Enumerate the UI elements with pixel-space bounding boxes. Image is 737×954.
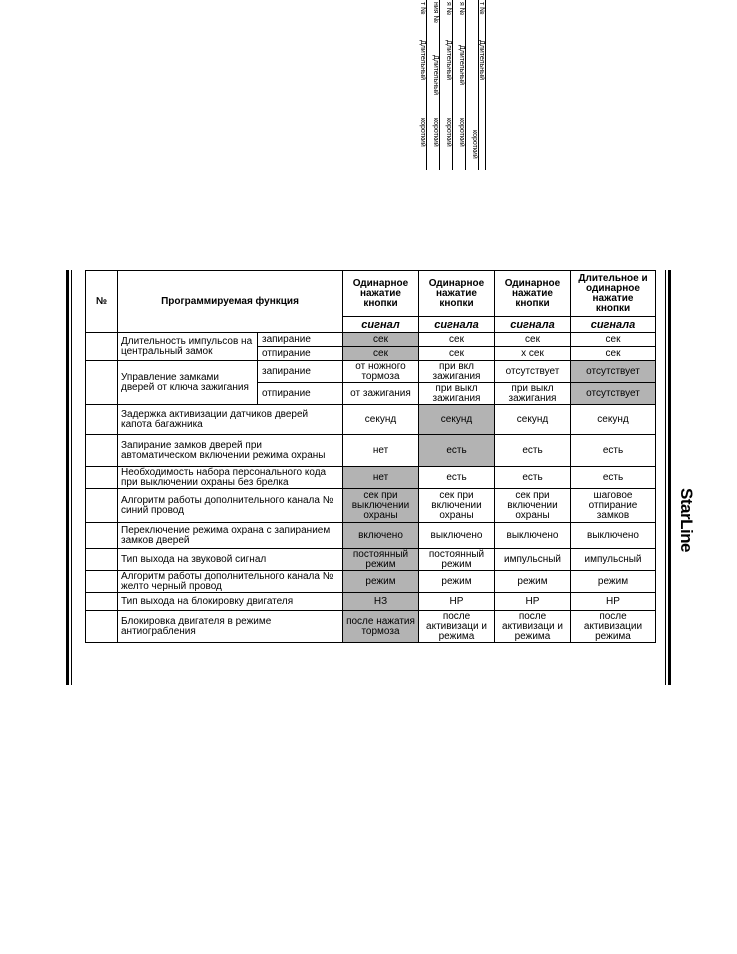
table-row	[86, 489, 656, 523]
mini-bottom-label: короткий	[471, 130, 478, 159]
value-cell: сек	[419, 347, 495, 361]
row-number	[86, 467, 118, 489]
value-cell: НР	[419, 593, 495, 611]
function-name: Управление замками дверей от ключа зажигания	[118, 361, 258, 405]
value-cell: режим	[571, 571, 656, 593]
table-row	[86, 523, 656, 549]
value-cell: секунд	[419, 405, 495, 435]
right-frame-line-thin	[665, 270, 666, 685]
function-name: Переключение режима охрана с запиранием замков дверей	[118, 523, 343, 549]
value-cell: сек	[419, 333, 495, 347]
value-cell: импульсный	[495, 549, 571, 571]
starline-logo: StarLine	[677, 488, 696, 553]
value-cell: секунд	[343, 405, 419, 435]
table-row	[86, 611, 656, 643]
table-row	[86, 361, 656, 383]
mini-col-top: ния №	[432, 2, 439, 24]
sub-function-label: запирание	[258, 333, 343, 347]
value-cell: после активизаци и режима	[419, 611, 495, 643]
value-cell: от ножного тормоза	[343, 361, 419, 383]
row-number	[86, 571, 118, 593]
row-number	[86, 333, 118, 361]
value-cell: при вкл зажигания	[419, 361, 495, 383]
value-cell: есть	[495, 435, 571, 467]
value-cell: есть	[571, 435, 656, 467]
value-cell: сек	[343, 347, 419, 361]
row-number	[86, 549, 118, 571]
table-row	[86, 549, 656, 571]
value-cell: нет	[343, 435, 419, 467]
function-name: Тип выхода на звуковой сигнал	[118, 549, 343, 571]
programming-table	[85, 270, 656, 643]
value-cell: включено	[343, 523, 419, 549]
value-cell: сек	[343, 333, 419, 347]
value-cell: выключено	[495, 523, 571, 549]
value-cell: есть	[419, 435, 495, 467]
table-row	[86, 435, 656, 467]
row-number	[86, 489, 118, 523]
mini-col-top: я №	[445, 2, 452, 16]
value-cell: есть	[571, 467, 656, 489]
table-row	[86, 593, 656, 611]
signal-cell: сигнала	[495, 317, 571, 333]
value-cell: сек при включении охраны	[419, 489, 495, 523]
right-frame-line	[668, 270, 671, 685]
function-name: Задержка активизации датчиков дверей капота багажника	[118, 405, 343, 435]
header-col: Одинарное нажатие кнопки	[495, 271, 571, 317]
function-name: Длительность импульсов на центральный замок	[118, 333, 258, 361]
value-cell: сек при выключении охраны	[343, 489, 419, 523]
value-cell: режим	[419, 571, 495, 593]
value-cell: отсутствует	[571, 361, 656, 383]
function-name: Алгоритм работы дополнительного канала № синий провод	[118, 489, 343, 523]
value-cell: режим	[495, 571, 571, 593]
left-frame-line-thin	[71, 270, 72, 685]
value-cell: при выкл зажигания	[419, 383, 495, 405]
mini-col-bottom: Длительный	[432, 55, 439, 96]
header-col: Длительное и одинарное нажатие кнопки	[571, 271, 656, 317]
value-cell: режим	[343, 571, 419, 593]
value-cell: нет	[343, 467, 419, 489]
mini-bottom-label: короткий	[445, 118, 452, 147]
value-cell: сек при включении охраны	[495, 489, 571, 523]
value-cell: секунд	[571, 405, 656, 435]
mini-bottom-label: короткий	[419, 118, 426, 147]
value-cell: после нажатия тормоза	[343, 611, 419, 643]
mini-col-bottom: Длительный	[419, 40, 426, 81]
mini-col-top: т №	[478, 2, 485, 15]
value-cell: сек	[571, 333, 656, 347]
row-number	[86, 523, 118, 549]
function-name: Необходимость набора персонального кода при выключении охраны без брелка	[118, 467, 343, 489]
mini-col-top: т №	[419, 2, 426, 15]
function-name: Тип выхода на блокировку двигателя	[118, 593, 343, 611]
value-cell: постоянный режим	[343, 549, 419, 571]
table-row	[86, 571, 656, 593]
mini-col-bottom: Длительный	[445, 40, 452, 81]
signal-cell: сигнала	[571, 317, 656, 333]
value-cell: выключено	[571, 523, 656, 549]
value-cell: сек	[495, 333, 571, 347]
row-number	[86, 361, 118, 405]
signal-cell: сигнал	[343, 317, 419, 333]
function-name: Алгоритм работы дополнительного канала № желто черный провод	[118, 571, 343, 593]
header-function: Программируемая функция	[118, 271, 343, 333]
row-number	[86, 405, 118, 435]
value-cell: отсутствует	[571, 383, 656, 405]
value-cell: шаговое отпирание замков	[571, 489, 656, 523]
table-header-row	[86, 271, 656, 317]
function-name: Блокировка двигателя в режиме антиограбления	[118, 611, 343, 643]
value-cell: после активизаци и режима	[495, 611, 571, 643]
value-cell: х сек	[495, 347, 571, 361]
value-cell: есть	[419, 467, 495, 489]
table-row	[86, 333, 656, 347]
value-cell: после активизации режима	[571, 611, 656, 643]
left-frame-line	[66, 270, 69, 685]
value-cell: есть	[495, 467, 571, 489]
value-cell: от зажигания	[343, 383, 419, 405]
value-cell: выключено	[419, 523, 495, 549]
value-cell: секунд	[495, 405, 571, 435]
mini-bottom-label: короткий	[432, 118, 439, 147]
signal-cell: сигнала	[419, 317, 495, 333]
header-col: Одинарное нажатие кнопки	[343, 271, 419, 317]
mini-col-top: я №	[458, 2, 465, 16]
mini-bottom-label: короткий	[458, 118, 465, 147]
value-cell: НЗ	[343, 593, 419, 611]
function-name: Запирание замков дверей при автоматическом включении режима охраны	[118, 435, 343, 467]
mini-table-baseline	[414, 0, 486, 170]
value-cell: отсутствует	[495, 361, 571, 383]
header-number: №	[86, 271, 118, 333]
mini-col-bottom: Длительный	[478, 40, 485, 81]
sub-function-label: отпирание	[258, 347, 343, 361]
value-cell: постоянный режим	[419, 549, 495, 571]
header-col: Одинарное нажатие кнопки	[419, 271, 495, 317]
value-cell: сек	[571, 347, 656, 361]
value-cell: НР	[571, 593, 656, 611]
value-cell: импульсный	[571, 549, 656, 571]
value-cell: при выкл зажигания	[495, 383, 571, 405]
sub-function-label: запирание	[258, 361, 343, 383]
row-number	[86, 593, 118, 611]
table-row	[86, 467, 656, 489]
value-cell: НР	[495, 593, 571, 611]
row-number	[86, 435, 118, 467]
mini-col-bottom: Длительный	[458, 45, 465, 86]
table-row	[86, 405, 656, 435]
sub-function-label: отпирание	[258, 383, 343, 405]
row-number	[86, 611, 118, 643]
